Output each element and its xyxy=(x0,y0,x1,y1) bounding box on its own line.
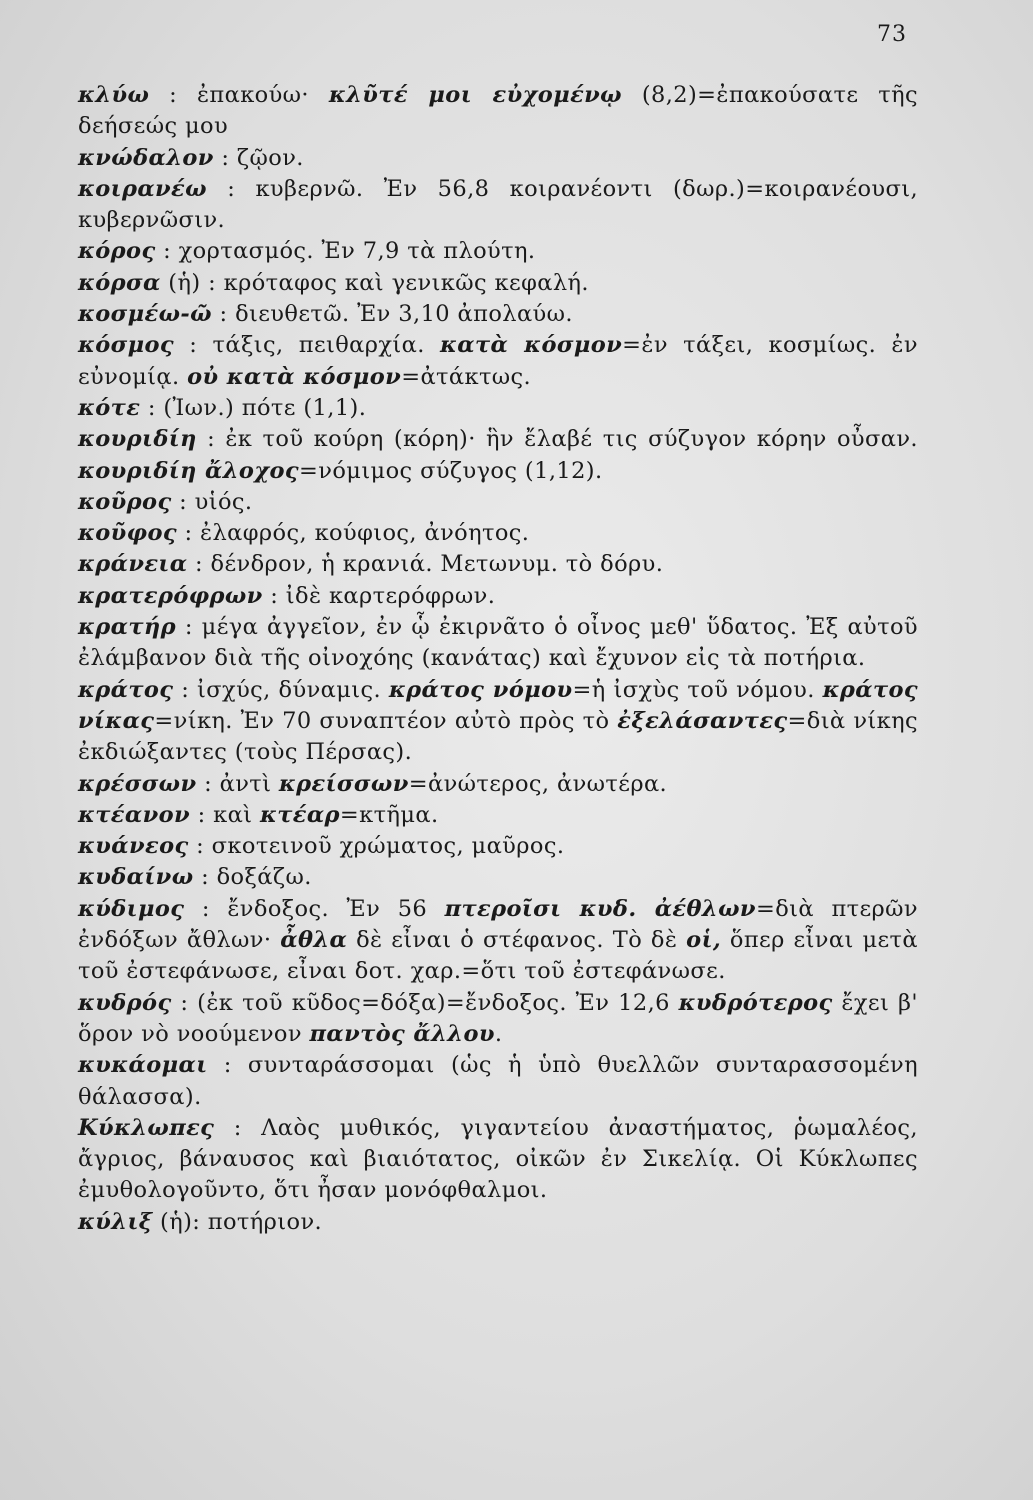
definition-text: ὅπερ εἶναι μετὰ τοῦ ἐστεφάνωσε, εἶναι δοτ. χαρ.=ὅτι τοῦ ἐστεφάνωσε. xyxy=(78,927,918,985)
glossary-entry xyxy=(78,769,918,800)
definition-text: : ἐπακούω· xyxy=(149,82,329,108)
headword: κοῦφος xyxy=(78,520,177,547)
glossary-entry xyxy=(78,1050,918,1113)
headword: κλύω xyxy=(78,82,150,108)
definition-text: : ἰσχύς, δύναμις. xyxy=(173,676,389,703)
headword: κρέσσων xyxy=(78,770,197,797)
definition-text: =ἡ ἰσχὺς τοῦ νόμου. xyxy=(572,676,823,703)
glossary-entry xyxy=(78,988,918,1051)
definition-text: (ἡ) : κρόταφος καὶ γενικῶς κεφαλή. xyxy=(160,269,589,296)
definition-text: : χορτασμός. Ἐν 7,9 τὰ πλούτη. xyxy=(155,238,536,265)
headword: Κύκλωπες xyxy=(78,1114,215,1141)
glossary-entry xyxy=(78,299,918,330)
headword: κοιρανέω xyxy=(78,175,207,202)
highlighted-phrase: κρείσσων xyxy=(278,770,409,797)
highlighted-phrase: κράτος νόμου xyxy=(388,676,573,703)
headword: κοσμέω-ῶ xyxy=(78,301,212,328)
headword: κυάνεος xyxy=(78,833,189,860)
highlighted-phrase: ἆθλα xyxy=(280,927,348,954)
headword: κόρσα xyxy=(78,269,161,296)
glossary-entry xyxy=(78,424,918,487)
definition-text: : ἰδὲ καρτερόφρων. xyxy=(262,582,496,609)
glossary-entry xyxy=(78,268,918,299)
definition-text: : δένδρον, ἡ κρανιά. Μετωνυμ. τὸ δόρυ. xyxy=(187,551,664,578)
definition-text: : υἱός. xyxy=(171,488,253,515)
glossary-entry xyxy=(78,800,918,831)
headword: κόσμος xyxy=(78,332,175,359)
headword: κρατήρ xyxy=(78,614,177,641)
glossary-entry xyxy=(78,487,918,518)
glossary-entry xyxy=(78,894,918,988)
glossary-entry xyxy=(78,862,918,893)
highlighted-phrase: ἐξελάσαντες xyxy=(617,707,788,734)
glossary-entry xyxy=(78,1113,918,1207)
definition-text: =κτῆμα. xyxy=(339,801,439,828)
definition-text: : δοξάζω. xyxy=(193,864,312,891)
headword: κότε xyxy=(78,394,141,421)
definition-text: : καὶ xyxy=(190,801,260,828)
glossary-entry xyxy=(78,143,918,174)
definition-text: : ἔνδοξος. Ἐν 56 xyxy=(184,895,445,922)
headword: κοῦρος xyxy=(78,488,172,515)
glossary-entry xyxy=(78,518,918,549)
definition-text: : ἐλαφρός, κούφιος, ἀνόητος. xyxy=(176,520,530,547)
glossary-entry xyxy=(78,393,918,424)
definition-text: =διὰ νίκης ἐκδιώξαντες (τοὺς Πέρσας). xyxy=(78,707,918,766)
glossary-entry xyxy=(78,831,918,862)
headword: κύδιμος xyxy=(78,895,185,922)
highlighted-phrase: κουριδίη ἄλοχος xyxy=(78,457,300,484)
headword: κυδαίνω xyxy=(78,864,194,891)
definition-text: =ἀτάκτως. xyxy=(401,363,532,390)
definition-text: =ἀνώτερος, ἀνωτέρα. xyxy=(408,770,668,797)
highlighted-phrase: κλῦτέ μοι εὐχομένῳ xyxy=(328,82,622,108)
headword: κύλιξ xyxy=(78,1208,153,1235)
glossary-entry xyxy=(78,236,918,267)
highlighted-phrase: παντὸς ἄλλου xyxy=(309,1020,495,1047)
definition-text: : (ἐκ τοῦ κῦδος=δόξα)=ἔνδοξος. Ἐν 12,6 xyxy=(171,989,679,1016)
highlighted-phrase: κυδρότερος xyxy=(678,989,833,1016)
definition-text: : (Ἰων.) πότε (1,1). xyxy=(140,394,367,421)
highlighted-phrase: οἱ, xyxy=(686,927,722,954)
definition-text: : κυβερνῶ. Ἐν 56,8 κοιρανέοντι (δωρ.)=κοιρανέουσι, κυβερνῶσιν. xyxy=(78,175,918,234)
glossary-body xyxy=(78,80,918,1238)
definition-text: (ἡ): ποτήριον. xyxy=(152,1208,323,1235)
headword: κράτος xyxy=(78,676,174,703)
definition-text: : ἀντὶ xyxy=(196,770,279,797)
headword: κυδρός xyxy=(78,989,172,1016)
glossary-entry xyxy=(78,549,918,580)
headword: κράνεια xyxy=(78,551,188,578)
highlighted-phrase: κτέαρ xyxy=(259,801,340,828)
glossary-entry xyxy=(78,675,918,769)
glossary-entry xyxy=(78,612,918,675)
definition-text: : διευθετῶ. Ἐν 3,10 ἀπολαύω. xyxy=(212,301,573,328)
headword: κτέανον xyxy=(78,801,191,828)
definition-text: =διὰ πτερῶν ἐνδόξων ἄθλων· xyxy=(78,895,918,954)
highlighted-phrase: κράτος νίκας xyxy=(78,676,918,734)
glossary-entry xyxy=(78,174,918,237)
definition-text: : ζῷον. xyxy=(213,144,304,171)
definition-text: =νίκη. Ἐν 70 συναπτέον αὐτὸ πρὸς τὸ xyxy=(154,707,618,734)
headword: κυκάομαι xyxy=(78,1052,208,1079)
page-number: 73 xyxy=(877,22,907,47)
definition-text: : μέγα ἀγγεῖον, ἐν ᾧ ἐκιρνᾶτο ὁ οἶνος μεθ' ὕδατος. Ἐξ αὐτοῦ ἐλάμβανον διὰ τῆς οἰνοχόης (κανάτας) καὶ ἔχυνον εἰς τὰ ποτήρια. xyxy=(78,614,918,672)
definition-text: : Λαὸς μυθικός, γιγαντείου ἀναστήματος, ῥωμαλέος, ἄγριος, βάναυσος καὶ βιαιότατος, οἰκῶν ἐν Σικελίᾳ. Οἱ Κύκλωπες ἐμυθολογοῦντο, ὅτι ἦσαν μονόφθαλμοι. xyxy=(78,1114,918,1204)
definition-text: . xyxy=(494,1020,503,1047)
highlighted-phrase: οὐ κατὰ κόσμον xyxy=(187,363,402,390)
headword: κόρος xyxy=(78,238,156,265)
definition-text: (8,2)=ἐπακούσατε τῆς δεήσεώς μου xyxy=(78,82,918,140)
headword: κουριδίη xyxy=(78,426,197,453)
definition-text: : ἐκ τοῦ κούρη (κόρη)· ἣν ἔλαβέ τις σύζυγον κόρην οὖσαν. xyxy=(196,426,918,453)
definition-text: =νόμιμος σύζυγος (1,12). xyxy=(299,457,603,484)
glossary-entry xyxy=(78,80,918,143)
definition-text: : σκοτεινοῦ χρώματος, μαῦρος. xyxy=(188,833,565,860)
glossary-entry xyxy=(78,581,918,612)
headword: κρατερόφρων xyxy=(78,582,263,609)
definition-text: ἔχει β' ὅρον νὸ νοούμενον xyxy=(78,989,918,1047)
highlighted-phrase: κατὰ κόσμον xyxy=(440,332,623,359)
definition-text: =ἐν τάξει, κοσμίως. ἐν εὐνομίᾳ. xyxy=(78,332,918,390)
definition-text: : τάξις, πειθαρχία. xyxy=(174,332,441,359)
definition-text: δὲ εἶναι ὁ στέφανος. Τὸ δὲ xyxy=(347,927,687,954)
glossary-entry xyxy=(78,1207,918,1238)
definition-text: : συνταράσσομαι (ὡς ἡ ὑπὸ θυελλῶν συνταρασσομένη θάλασσα). xyxy=(78,1052,918,1110)
highlighted-phrase: πτεροῖσι κυδ. ἀέθλων xyxy=(444,895,756,922)
glossary-entry xyxy=(78,330,918,393)
headword: κνώδαλον xyxy=(78,144,214,171)
